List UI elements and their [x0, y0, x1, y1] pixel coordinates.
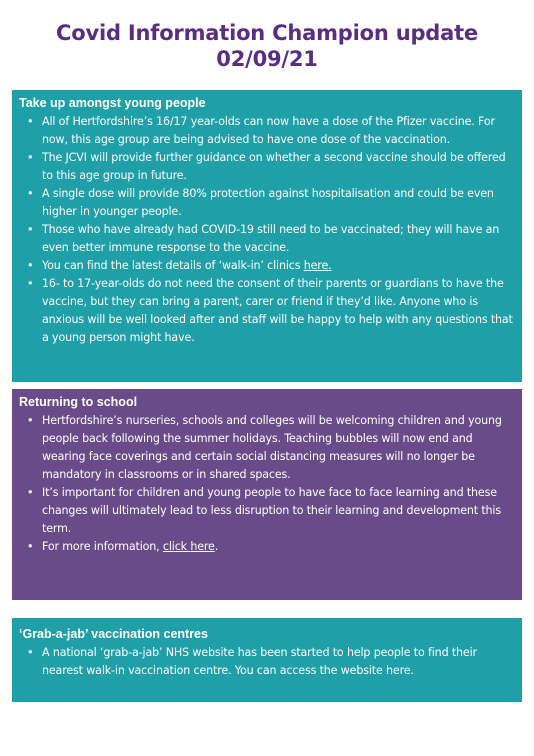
- bullet-icon: •: [27, 540, 34, 553]
- list-item-text: It’s important for children and young people to have face to face learning and these changes will ultimately lead to less disruption to their learning and development this term.: [42, 486, 501, 535]
- more-info-period: .: [214, 540, 219, 553]
- bullet-icon: •: [27, 187, 34, 200]
- bullet-icon: •: [27, 115, 34, 128]
- list-item: [19, 149, 514, 185]
- list-item-text: 16- to 17-year-olds do not need the consent of their parents or guardians to have the vaccine, but they can bring a parent, carer or friend if they’d like. Anyone who is anxious will be well looked after and staff will be happy to help with any questions that a young person might have.: [42, 277, 513, 344]
- bullet-icon: •: [27, 486, 34, 499]
- walk-in-text: You can find the latest details of ‘walk-in’ clinics: [42, 259, 304, 272]
- list-item: [19, 412, 514, 484]
- more-info-text: For more information,: [42, 540, 163, 553]
- list-item-text: Those who have already had COVID-19 still need to be vaccinated; they will have an even better immune response to the vaccine.: [42, 223, 500, 254]
- page-title-line: Covid Information Champion update: [56, 21, 478, 45]
- list-item: [19, 538, 514, 556]
- page-title: [0, 20, 534, 72]
- young-people-panel: [12, 90, 522, 382]
- bullet-icon: •: [27, 414, 34, 427]
- bullet-icon: •: [27, 151, 34, 164]
- bullet-icon: •: [27, 646, 34, 659]
- list-item: [19, 257, 514, 275]
- young-people-list: [19, 113, 514, 347]
- more-info-link[interactable]: click here: [162, 540, 215, 553]
- list-item-text: A single dose will provide 80% protection against hospitalisation and could be even higher in younger people.: [42, 187, 494, 218]
- list-item-text: A national ‘grab-a-jab’ NHS website has been started to help people to find their nearest walk-in vaccination centre. You can access the website here.: [42, 646, 477, 677]
- returning-to-school-panel: [12, 389, 522, 600]
- list-item: [19, 113, 514, 149]
- list-item: [19, 185, 514, 221]
- walk-in-clinics-link[interactable]: here.: [303, 259, 332, 272]
- grab-a-jab-heading: ‘Grab-a-jab’ vaccination centres: [19, 627, 208, 641]
- list-item: [19, 484, 514, 538]
- returning-to-school-heading: Returning to school: [19, 395, 138, 409]
- list-item: [19, 275, 514, 347]
- list-item-text: The JCVI will provide further guidance on whether a second vaccine should be offered to this age group in future.: [42, 151, 506, 182]
- bullet-icon: •: [27, 259, 34, 272]
- bullet-icon: •: [27, 223, 34, 236]
- bullet-icon: •: [27, 277, 34, 290]
- list-item-text: Hertfordshire’s nurseries, schools and colleges will be welcoming children and young people back following the summer holidays. Teaching bubbles will now end and wearing face coverings and certain social distancing measures will no longer be mandatory in classrooms or in shared spaces.: [42, 414, 502, 481]
- young-people-heading: Take up amongst young people: [19, 96, 206, 110]
- returning-to-school-list: [19, 412, 514, 556]
- list-item: [19, 644, 514, 680]
- list-item-text: All of Hertfordshire’s 16/17 year-olds can now have a dose of the Pfizer vaccine. For now, this age group are being advised to have one dose of the vaccination.: [42, 115, 495, 146]
- grab-a-jab-panel: [12, 618, 522, 702]
- grab-a-jab-list: [19, 644, 514, 680]
- page-date: 02/09/21: [216, 47, 318, 71]
- list-item: [19, 221, 514, 257]
